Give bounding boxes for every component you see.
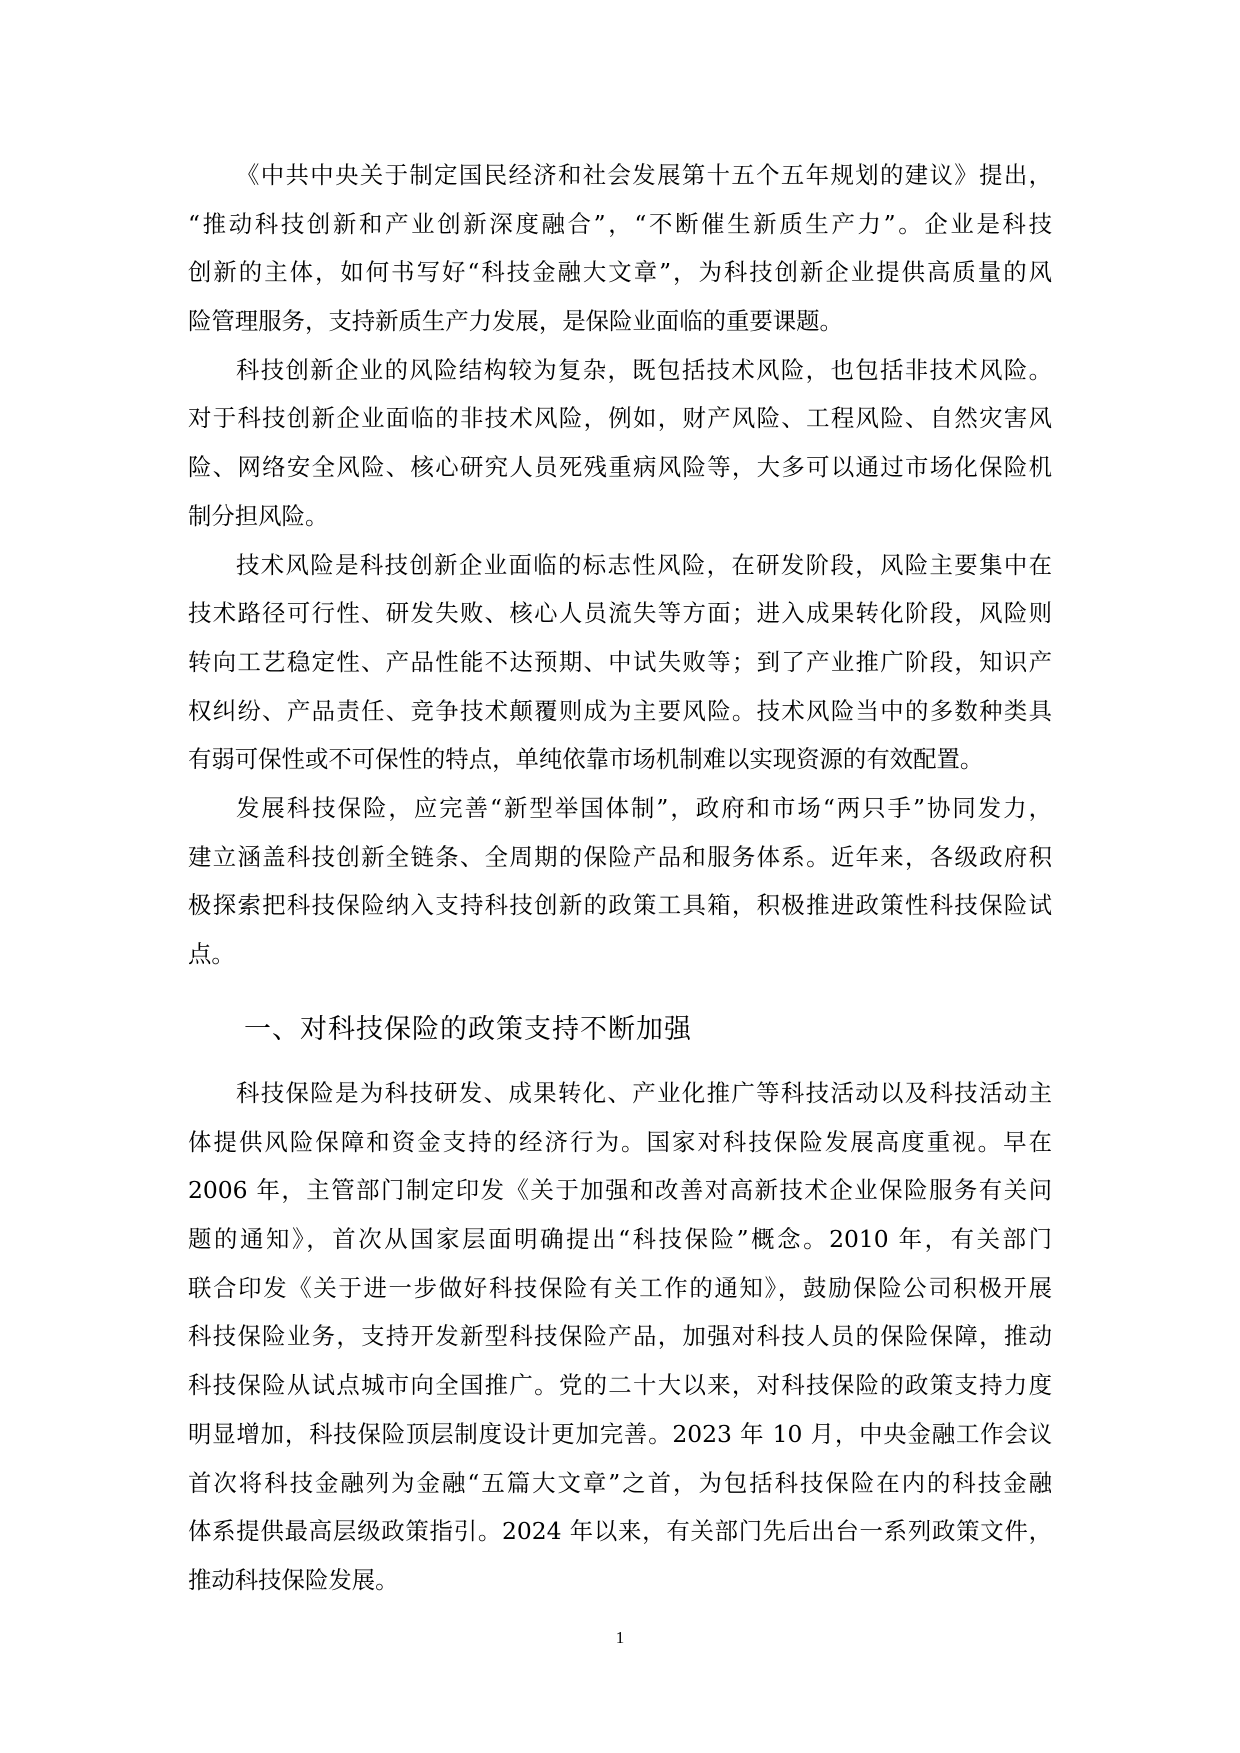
text-line: 题的通知》，首次从国家层面明确提出“科技保险”概念。2010 年，有关部门 [188,1225,1052,1254]
text-line: 科技创新企业的风险结构较为复杂，既包括技术风险，也包括非技术风险。 [236,355,1052,384]
text-line: “推动科技创新和产业创新深度融合”，“不断催生新质生产力”。企业是科技 [188,209,1052,238]
text-line: 推动科技保险发展。 [188,1565,399,1594]
text-line: 险管理服务，支持新质生产力发展，是保险业面临的重要课题。 [188,307,843,336]
paragraph-development [188,784,1052,979]
text-line: 发展科技保险，应完善“新型举国体制”，政府和市场“两只手”协同发力， [236,794,1052,823]
text-line: 首次将科技金融列为金融“五篇大文章”之首，为包括科技保险在内的科技金融 [188,1468,1052,1497]
section-heading: 一、对科技保险的政策支持不断加强 [244,1014,692,1045]
text-line: 创新的主体，如何书写好“科技金融大文章”，为科技创新企业提供高质量的风 [188,258,1052,287]
text-line: 体提供风险保障和资金支持的经济行为。国家对科技保险发展高度重视。早在 [188,1127,1052,1156]
text-line: 明显增加，科技保险顶层制度设计更加完善。2023 年 10 月，中央金融工作会议 [188,1419,1052,1448]
text-line: 体系提供最高层级政策指引。2024 年以来，有关部门先后出台一系列政策文件， [188,1517,1052,1546]
text-line: 极探索把科技保险纳入支持科技创新的政策工具箱，积极推进政策性科技保险试 [188,891,1052,920]
text-line: 《中共中央关于制定国民经济和社会发展第十五个五年规划的建议》提出， [236,161,1052,189]
text-line: 技术路径可行性、研发失败、核心人员流失等方面；进入成果转化阶段，风险则 [188,599,1052,628]
text-line: 科技保险是为科技研发、成果转化、产业化推广等科技活动以及科技活动主 [236,1079,1052,1107]
paragraph-intro [188,151,1052,346]
text-line: 对于科技创新企业面临的非技术风险，例如，财产风险、工程风险、自然灾害风 [188,404,1052,433]
text-line: 有弱可保性或不可保性的特点，单纯依靠市场机制难以实现资源的有效配置。 [188,745,984,774]
text-line: 制分担风险。 [188,501,329,530]
text-line: 险、网络安全风险、核心研究人员死残重病风险等，大多可以通过市场化保险机 [188,453,1052,482]
paragraph-technical-risk [188,541,1052,784]
text-line: 科技保险从试点城市向全国推广。党的二十大以来，对科技保险的政策支持力度 [188,1371,1052,1400]
paragraph-risk-structure [188,346,1052,541]
page-number: 1 [615,1628,625,1647]
text-line: 科技保险业务，支持开发新型科技保险产品，加强对科技人员的保险保障，推动 [188,1322,1052,1351]
text-line: 技术风险是科技创新企业面临的标志性风险，在研发阶段，风险主要集中在 [236,550,1052,579]
paragraph-policy-support [188,1069,1052,1605]
text-line: 点。 [188,940,235,969]
text-line: 转向工艺稳定性、产品性能不达预期、中试失败等；到了产业推广阶段，知识产 [188,647,1052,676]
text-line: 联合印发《关于进一步做好科技保险有关工作的通知》，鼓励保险公司积极开展 [188,1273,1052,1302]
text-line: 权纠纷、产品责任、竞争技术颠覆则成为主要风险。技术风险当中的多数种类具 [188,696,1052,725]
text-line: 建立涵盖科技创新全链条、全周期的保险产品和服务体系。近年来，各级政府积 [188,842,1052,871]
text-line: 2006 年，主管部门制定印发《关于加强和改善对高新技术企业保险服务有关问 [188,1176,1052,1205]
